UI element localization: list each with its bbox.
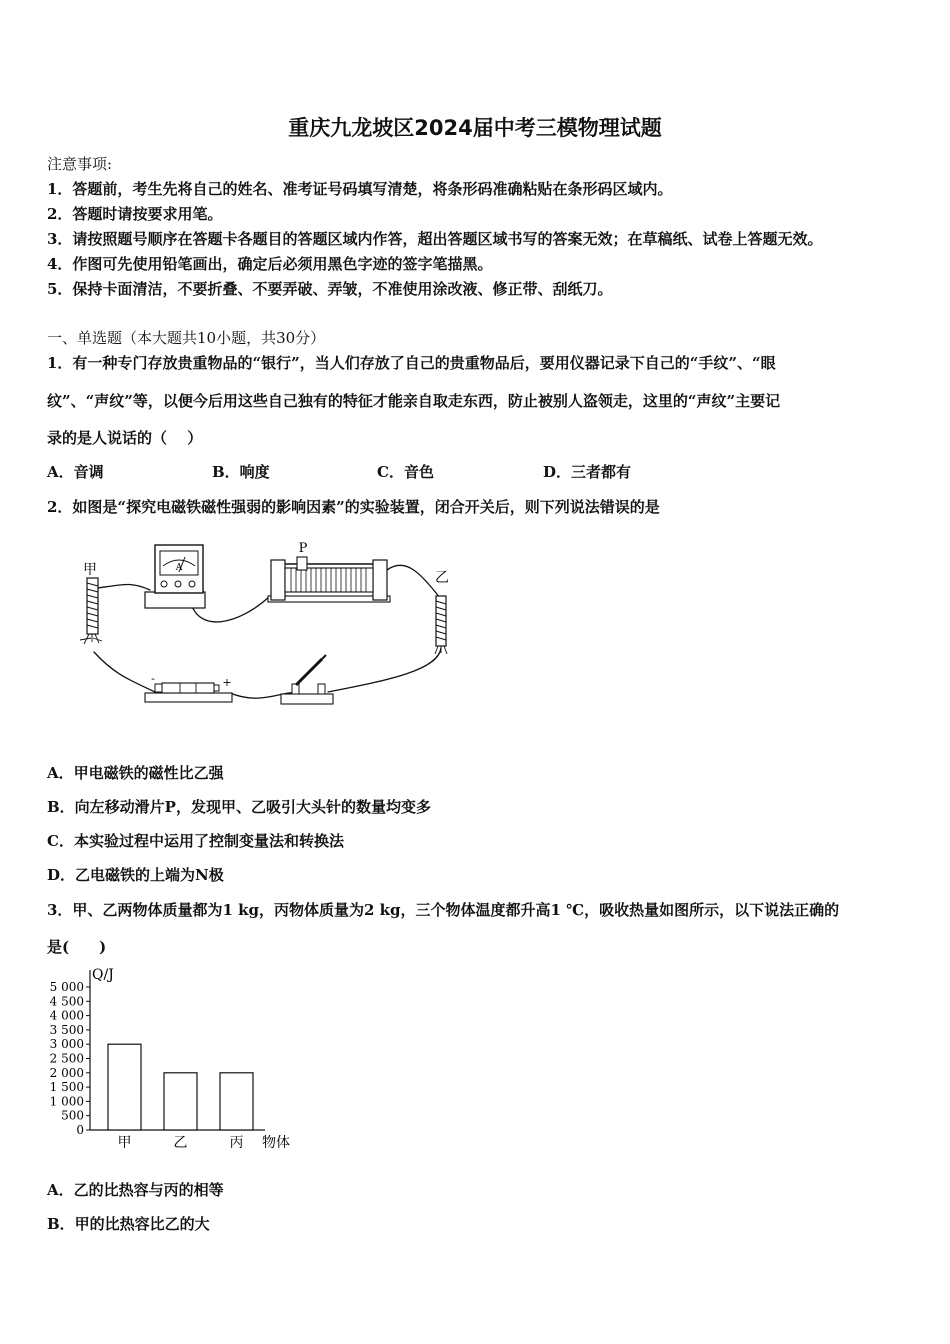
- y-tick-label: 1 500: [49, 1080, 84, 1095]
- q3-option-a[interactable]: A．乙的比热容与丙的相等: [47, 1181, 224, 1199]
- y-tick-label: 3 500: [49, 1022, 84, 1037]
- q2-option-c[interactable]: C．本实验过程中运用了控制变量法和转换法: [47, 832, 344, 850]
- q1-option-b[interactable]: B．响度: [212, 463, 270, 481]
- notice-item-5: 5．保持卡面清洁，不要折叠、不要弄破、弄皱，不准使用涂改液、修正带、刮纸刀。: [47, 280, 613, 298]
- q3-option-b[interactable]: B．甲的比热容比乙的大: [47, 1215, 210, 1233]
- q1-option-d[interactable]: D．三者都有: [543, 463, 632, 481]
- q1-option-c[interactable]: C．音色: [377, 463, 434, 481]
- q2-option-d[interactable]: D．乙电磁铁的上端为N极: [47, 866, 224, 884]
- q1-line-2: 纹”、“声纹”等，以便今后用这些自己独有的特征才能亲自取走东西，防止被别人盗领走，这里的“声纹”主要记: [47, 392, 781, 410]
- x-category-label: 丙: [229, 1135, 244, 1151]
- q1-line-1: 1．有一种专门存放贵重物品的“银行”，当人们存放了自己的贵重物品后，要用仪器记录下自己的“手纹”、“眼: [47, 354, 776, 372]
- label-jia: 甲: [83, 562, 97, 578]
- q2-option-a[interactable]: A．甲电磁铁的磁性比乙强: [47, 764, 224, 782]
- y-tick-label: 4 000: [49, 1008, 84, 1023]
- q2-stem: 2．如图是“探究电磁铁磁性强弱的影响因素”的实验装置，闭合开关后，则下列说法错误的是: [47, 498, 660, 516]
- q3-bar-chart: [40, 962, 310, 1157]
- q2-option-b[interactable]: B．向左移动滑片P，发现甲、乙吸引大头针的数量均变多: [47, 798, 431, 816]
- ammeter-letter: A: [175, 563, 183, 573]
- x-category-label: 甲: [117, 1135, 132, 1151]
- x-category-label: 乙: [173, 1135, 188, 1151]
- ammeter: [145, 545, 205, 608]
- electromagnet-yi: [435, 596, 447, 654]
- notice-heading: 注意事项:: [47, 155, 113, 173]
- battery-minus: -: [151, 672, 155, 685]
- y-axis-label: Q/J: [92, 967, 114, 983]
- y-tick-label: 0: [76, 1123, 84, 1137]
- knife-switch: [281, 655, 333, 704]
- y-tick-label: 3 000: [49, 1037, 84, 1052]
- y-tick-label: 2 500: [49, 1051, 84, 1066]
- wire-battery-jia: [94, 652, 155, 692]
- notice-item-3: 3．请按照题号顺序在答题卡各题目的答题区域内作答，超出答题区域书写的答案无效；在草稿纸、试卷上答题无效。: [47, 230, 823, 248]
- q3-line-1: 3．甲、乙两物体质量都为1 kg，丙物体质量为2 kg，三个物体温度都升高1 ℃，吸收热量如图所示，以下说法正确的: [47, 901, 840, 919]
- q1-option-a[interactable]: A．音调: [47, 463, 104, 481]
- rheostat: [268, 557, 390, 602]
- x-axis-label: 物体: [262, 1135, 290, 1151]
- bar-1: [108, 1044, 141, 1130]
- y-tick-label: 500: [61, 1108, 84, 1123]
- label-p: P: [298, 541, 308, 556]
- y-tick-label: 5 000: [49, 980, 84, 994]
- bar-3: [220, 1073, 253, 1130]
- q1-line-3: 录的是人说话的（ ）: [47, 429, 203, 447]
- y-tick-label: 2 000: [49, 1065, 84, 1080]
- battery: [145, 683, 232, 702]
- q3-line-2: 是( ): [47, 938, 107, 956]
- notice-item-4: 4．作图可先使用铅笔画出，确定后必须用黑色字迹的签字笔描黑。: [47, 255, 493, 273]
- wire-rheostat-yi: [387, 565, 440, 598]
- circuit-figure: [0, 530, 950, 745]
- section-heading: 一、单选题（本大题共10小题，共30分）: [47, 329, 326, 347]
- page-title: 重庆九龙坡区2024届中考三模物理试题: [288, 116, 662, 140]
- label-yi: 乙: [435, 570, 449, 586]
- notice-item-1: 1．答题前，考生先将自己的姓名、准考证号码填写清楚，将条形码准确粘贴在条形码区域内。: [47, 180, 673, 198]
- wire-yi-switch: [328, 648, 441, 692]
- notice-item-2: 2．答题时请按要求用笔。: [47, 205, 223, 223]
- y-tick-label: 4 500: [49, 994, 84, 1009]
- y-tick-label: 1 000: [49, 1094, 84, 1109]
- wire-jia-meter: [98, 585, 150, 591]
- bar-2: [164, 1073, 197, 1130]
- battery-plus: +: [222, 676, 232, 689]
